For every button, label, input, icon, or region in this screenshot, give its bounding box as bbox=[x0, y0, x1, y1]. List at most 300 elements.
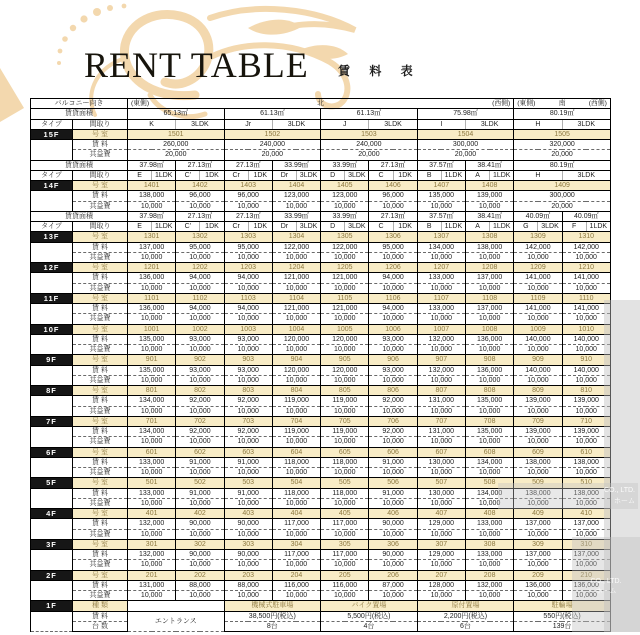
rent-cell: 138,000 bbox=[128, 191, 176, 201]
room-cell: 303 bbox=[224, 539, 272, 549]
room-cell: 505 bbox=[321, 478, 369, 488]
fee-cell: 10,000 bbox=[514, 560, 562, 570]
rent-cell: 139,000 bbox=[465, 191, 513, 201]
rent-header: 賃 料 bbox=[73, 611, 128, 621]
room-header: 号 室 bbox=[73, 263, 128, 273]
facility-price-cell: 2,200円(税込) bbox=[417, 611, 514, 621]
floor-spacer bbox=[31, 519, 73, 540]
room-cell: 204 bbox=[272, 570, 320, 580]
rent-header: 賃 料 bbox=[73, 457, 128, 467]
room-cell: 701 bbox=[128, 416, 176, 426]
fee-cell: 10,000 bbox=[176, 498, 224, 508]
room-cell: 1009 bbox=[514, 324, 562, 334]
watermark-company-2: CO., LTD. bbox=[590, 578, 622, 585]
type-letter: I bbox=[417, 119, 465, 129]
area-header: 賃貸面積 bbox=[31, 211, 128, 221]
type-layout: 1LDK bbox=[490, 222, 514, 232]
fee-cell: 10,000 bbox=[224, 345, 272, 355]
fee-cell: 10,000 bbox=[321, 468, 369, 478]
fee-cell: 10,000 bbox=[465, 468, 513, 478]
room-header: 号 室 bbox=[73, 181, 128, 191]
fee-cell: 10,000 bbox=[417, 437, 465, 447]
rent-cell: 90,000 bbox=[176, 519, 224, 529]
rent-cell: 141,000 bbox=[562, 304, 610, 314]
room-cell: 906 bbox=[369, 355, 417, 365]
fee-cell: 10,000 bbox=[514, 406, 562, 416]
area-header: 賃貸面積 bbox=[31, 160, 128, 170]
watermark-home: ホーム bbox=[614, 498, 635, 505]
area-cell: 38.41㎡ bbox=[465, 211, 513, 221]
rent-cell: 320,000 bbox=[514, 140, 611, 150]
fee-cell: 10,000 bbox=[224, 314, 272, 324]
fee-cell: 10,000 bbox=[224, 252, 272, 262]
type-letter: J bbox=[321, 119, 369, 129]
type-header: タイプ bbox=[31, 119, 73, 129]
fee-cell: 10,000 bbox=[176, 375, 224, 385]
direction-label: 南 bbox=[558, 100, 566, 108]
page-title: RENT TABLE bbox=[84, 45, 309, 85]
east-label: (東側) bbox=[517, 100, 536, 108]
fee-header: 共益費 bbox=[73, 468, 128, 478]
rent-cell: 120,000 bbox=[272, 334, 320, 344]
fee-cell: 10,000 bbox=[514, 345, 562, 355]
watermark-home-2: ホーム bbox=[595, 588, 617, 595]
floor-spacer bbox=[31, 550, 73, 571]
rent-cell: 133,000 bbox=[465, 519, 513, 529]
room-cell: 1501 bbox=[128, 129, 225, 139]
floor-label: 10F bbox=[31, 324, 73, 334]
room-cell: 1203 bbox=[224, 263, 272, 273]
floor-spacer bbox=[31, 580, 73, 601]
fee-cell: 10,000 bbox=[417, 345, 465, 355]
rent-cell: 137,000 bbox=[514, 519, 562, 529]
rent-cell: 123,000 bbox=[321, 191, 369, 201]
room-cell: 604 bbox=[272, 447, 320, 457]
floor-spacer bbox=[31, 611, 73, 632]
rent-cell: 95,000 bbox=[176, 242, 224, 252]
facility-kind-cell: バイク置場 bbox=[321, 601, 418, 611]
rent-cell: 93,000 bbox=[369, 365, 417, 375]
room-cell: 801 bbox=[128, 386, 176, 396]
room-header: 号 室 bbox=[73, 416, 128, 426]
room-cell: 706 bbox=[369, 416, 417, 426]
room-cell: 503 bbox=[224, 478, 272, 488]
room-cell: 909 bbox=[514, 355, 562, 365]
type-layout: 1LDK bbox=[152, 170, 176, 180]
fee-cell: 10,000 bbox=[128, 345, 176, 355]
fee-cell: 10,000 bbox=[176, 591, 224, 601]
rent-cell: 137,000 bbox=[465, 304, 513, 314]
floor-label: 8F bbox=[31, 386, 73, 396]
type-layout: 3LDK bbox=[538, 222, 562, 232]
fee-cell: 10,000 bbox=[128, 529, 176, 539]
fee-cell: 10,000 bbox=[321, 314, 369, 324]
room-cell: 301 bbox=[128, 539, 176, 549]
rent-cell: 132,000 bbox=[128, 550, 176, 560]
room-cell: 510 bbox=[562, 478, 610, 488]
rent-cell: 120,000 bbox=[321, 365, 369, 375]
rent-cell: 87,000 bbox=[369, 580, 417, 590]
rent-cell: 95,000 bbox=[224, 242, 272, 252]
type-layout: 1DK bbox=[200, 170, 224, 180]
rent-cell: 138,000 bbox=[514, 488, 562, 498]
room-cell: 1303 bbox=[224, 232, 272, 242]
fee-cell: 10,000 bbox=[562, 468, 610, 478]
rent-cell: 134,000 bbox=[417, 242, 465, 252]
facility-kind-cell: 原付置場 bbox=[417, 601, 514, 611]
fee-cell: 10,000 bbox=[224, 468, 272, 478]
type-layout: 1DK bbox=[248, 222, 272, 232]
room-cell: 1403 bbox=[224, 181, 272, 191]
type-letter: Dr bbox=[272, 222, 296, 232]
room-cell: 910 bbox=[562, 355, 610, 365]
fee-cell: 10,000 bbox=[272, 529, 320, 539]
room-cell: 1202 bbox=[176, 263, 224, 273]
room-cell: 307 bbox=[417, 539, 465, 549]
type-letter: C' bbox=[176, 170, 200, 180]
facility-count-cell: 8台 bbox=[224, 621, 321, 631]
fee-cell: 10,000 bbox=[321, 252, 369, 262]
room-cell: 805 bbox=[321, 386, 369, 396]
balcony-north-cell bbox=[128, 99, 514, 109]
rent-cell: 93,000 bbox=[369, 334, 417, 344]
room-cell: 703 bbox=[224, 416, 272, 426]
room-cell: 1505 bbox=[514, 129, 611, 139]
room-cell: 605 bbox=[321, 447, 369, 457]
fee-header: 共益費 bbox=[73, 529, 128, 539]
room-cell: 309 bbox=[514, 539, 562, 549]
room-cell: 407 bbox=[417, 509, 465, 519]
rent-cell: 136,000 bbox=[465, 365, 513, 375]
room-cell: 1310 bbox=[562, 232, 610, 242]
type-layout: 3LDK bbox=[296, 222, 320, 232]
fee-header: 共益費 bbox=[73, 345, 128, 355]
fee-cell: 10,000 bbox=[321, 201, 369, 211]
fee-cell: 10,000 bbox=[514, 314, 562, 324]
room-cell: 1003 bbox=[224, 324, 272, 334]
rent-cell: 133,000 bbox=[465, 550, 513, 560]
fee-cell: 10,000 bbox=[272, 252, 320, 262]
fee-cell: 10,000 bbox=[224, 283, 272, 293]
fee-cell: 10,000 bbox=[369, 283, 417, 293]
rent-cell: 137,000 bbox=[128, 242, 176, 252]
area-cell: 61.13㎡ bbox=[321, 109, 418, 119]
floor-label: 2F bbox=[31, 570, 73, 580]
type-layout: 3LDK bbox=[465, 119, 513, 129]
fee-cell: 10,000 bbox=[128, 591, 176, 601]
rent-cell: 141,000 bbox=[514, 304, 562, 314]
rent-cell: 93,000 bbox=[224, 365, 272, 375]
room-cell: 1110 bbox=[562, 293, 610, 303]
rent-cell: 121,000 bbox=[321, 273, 369, 283]
fee-cell: 10,000 bbox=[465, 252, 513, 262]
fee-cell: 10,000 bbox=[369, 345, 417, 355]
rent-cell: 91,000 bbox=[224, 457, 272, 467]
fee-cell: 10,000 bbox=[176, 345, 224, 355]
fee-header: 共益費 bbox=[73, 406, 128, 416]
fee-cell: 10,000 bbox=[562, 283, 610, 293]
room-cell: 205 bbox=[321, 570, 369, 580]
fee-cell: 10,000 bbox=[417, 375, 465, 385]
type-layout: 1LDK bbox=[586, 222, 610, 232]
rent-cell: 91,000 bbox=[369, 488, 417, 498]
floor-label: 14F bbox=[31, 181, 73, 191]
rent-header: 賃 料 bbox=[73, 519, 128, 529]
fee-cell: 10,000 bbox=[417, 591, 465, 601]
room-header: 号 室 bbox=[73, 539, 128, 549]
rent-cell: 117,000 bbox=[272, 519, 320, 529]
area-cell: 33.99㎡ bbox=[272, 160, 320, 170]
fee-cell: 10,000 bbox=[465, 560, 513, 570]
room-cell: 506 bbox=[369, 478, 417, 488]
area-header: 賃貸面積 bbox=[31, 109, 128, 119]
rent-cell: 92,000 bbox=[176, 427, 224, 437]
room-cell: 502 bbox=[176, 478, 224, 488]
area-cell: 27.13㎡ bbox=[224, 211, 272, 221]
fee-cell: 10,000 bbox=[514, 529, 562, 539]
floor-spacer bbox=[31, 488, 73, 509]
rent-header: 賃 料 bbox=[73, 396, 128, 406]
room-cell: 207 bbox=[417, 570, 465, 580]
area-cell: 33.99㎡ bbox=[272, 211, 320, 221]
fee-header: 共益費 bbox=[73, 498, 128, 508]
fee-cell: 10,000 bbox=[369, 375, 417, 385]
room-cell: 508 bbox=[465, 478, 513, 488]
type-layout: 3LDK bbox=[345, 222, 369, 232]
type-letter: C bbox=[369, 170, 393, 180]
balcony-header: バルコニー向き bbox=[31, 99, 128, 109]
fee-cell: 10,000 bbox=[128, 498, 176, 508]
type-layout: 3LDK bbox=[272, 119, 320, 129]
type-letter: H bbox=[514, 170, 562, 180]
room-cell: 509 bbox=[514, 478, 562, 488]
rent-cell: 300,000 bbox=[514, 191, 611, 201]
rent-cell: 140,000 bbox=[514, 365, 562, 375]
rent-cell: 94,000 bbox=[369, 304, 417, 314]
watermark-company-text bbox=[498, 483, 638, 509]
fee-cell: 10,000 bbox=[562, 406, 610, 416]
room-cell: 1304 bbox=[272, 232, 320, 242]
fee-cell: 10,000 bbox=[176, 252, 224, 262]
type-header: タイプ bbox=[31, 170, 73, 180]
rent-cell: 118,000 bbox=[321, 488, 369, 498]
room-cell: 607 bbox=[417, 447, 465, 457]
rent-cell: 120,000 bbox=[272, 365, 320, 375]
madori-header: 間取り bbox=[73, 119, 128, 129]
room-cell: 1210 bbox=[562, 263, 610, 273]
rent-cell: 119,000 bbox=[321, 396, 369, 406]
room-cell: 603 bbox=[224, 447, 272, 457]
room-cell: 601 bbox=[128, 447, 176, 457]
rent-cell: 116,000 bbox=[321, 580, 369, 590]
fee-header: 共益費 bbox=[73, 252, 128, 262]
fee-cell: 10,000 bbox=[465, 201, 513, 211]
rent-header: 賃 料 bbox=[73, 550, 128, 560]
area-cell: 33.99㎡ bbox=[321, 211, 369, 221]
area-cell: 65.13㎡ bbox=[128, 109, 225, 119]
room-header: 号 室 bbox=[73, 509, 128, 519]
facility-count-cell: 139台 bbox=[514, 621, 611, 631]
fee-cell: 10,000 bbox=[176, 283, 224, 293]
rent-cell: 94,000 bbox=[369, 273, 417, 283]
fee-cell: 10,000 bbox=[465, 591, 513, 601]
type-layout: 1LDK bbox=[441, 222, 465, 232]
rent-cell: 240,000 bbox=[321, 140, 418, 150]
room-header: 号 室 bbox=[73, 570, 128, 580]
rent-cell: 120,000 bbox=[321, 334, 369, 344]
room-cell: 705 bbox=[321, 416, 369, 426]
area-cell: 33.99㎡ bbox=[321, 160, 369, 170]
fee-cell: 10,000 bbox=[562, 591, 610, 601]
rent-cell: 136,000 bbox=[128, 273, 176, 283]
fee-header: 共益費 bbox=[73, 375, 128, 385]
rent-cell: 133,000 bbox=[417, 304, 465, 314]
type-letter: G bbox=[514, 222, 538, 232]
room-cell: 1103 bbox=[224, 293, 272, 303]
rent-cell: 134,000 bbox=[128, 427, 176, 437]
type-letter: C' bbox=[176, 222, 200, 232]
area-cell: 80.19㎡ bbox=[514, 109, 611, 119]
room-cell: 405 bbox=[321, 509, 369, 519]
fee-cell: 10,000 bbox=[128, 375, 176, 385]
rent-cell: 119,000 bbox=[321, 427, 369, 437]
fee-cell: 20,000 bbox=[417, 150, 514, 160]
rent-cell: 90,000 bbox=[369, 550, 417, 560]
floor-label: 12F bbox=[31, 263, 73, 273]
room-cell: 908 bbox=[465, 355, 513, 365]
room-cell: 1007 bbox=[417, 324, 465, 334]
room-cell: 1406 bbox=[369, 181, 417, 191]
room-cell: 1005 bbox=[321, 324, 369, 334]
rent-header: 賃 料 bbox=[73, 304, 128, 314]
rent-cell: 93,000 bbox=[176, 365, 224, 375]
room-cell: 710 bbox=[562, 416, 610, 426]
floor-label: 9F bbox=[31, 355, 73, 365]
type-layout: 1DK bbox=[393, 222, 417, 232]
type-letter: E bbox=[128, 170, 152, 180]
floor-spacer bbox=[31, 457, 73, 478]
area-cell: 37.57㎡ bbox=[417, 160, 465, 170]
fee-cell: 10,000 bbox=[128, 252, 176, 262]
facility-price-cell: 38,500円(税込) bbox=[224, 611, 321, 621]
rent-cell: 138,000 bbox=[562, 457, 610, 467]
fee-cell: 20,000 bbox=[514, 201, 611, 211]
area-cell: 80.19㎡ bbox=[514, 160, 611, 170]
fee-cell: 10,000 bbox=[272, 375, 320, 385]
room-cell: 610 bbox=[562, 447, 610, 457]
rent-cell: 135,000 bbox=[465, 396, 513, 406]
type-layout: 3LDK bbox=[176, 119, 224, 129]
facility-count-cell: 6台 bbox=[417, 621, 514, 631]
room-cell: 1306 bbox=[369, 232, 417, 242]
fee-header: 共益費 bbox=[73, 150, 128, 160]
room-cell: 1205 bbox=[321, 263, 369, 273]
type-letter: A bbox=[465, 222, 489, 232]
area-cell: 61.13㎡ bbox=[224, 109, 321, 119]
room-cell: 902 bbox=[176, 355, 224, 365]
rent-cell: 94,000 bbox=[176, 304, 224, 314]
type-layout: 3LDK bbox=[562, 119, 610, 129]
fee-cell: 10,000 bbox=[417, 314, 465, 324]
fee-cell: 10,000 bbox=[369, 560, 417, 570]
fee-cell: 10,000 bbox=[369, 529, 417, 539]
rent-cell: 91,000 bbox=[176, 457, 224, 467]
fee-cell: 10,000 bbox=[562, 560, 610, 570]
rent-cell: 136,000 bbox=[514, 580, 562, 590]
type-letter: H bbox=[514, 119, 562, 129]
rent-cell: 119,000 bbox=[272, 427, 320, 437]
room-cell: 310 bbox=[562, 539, 610, 549]
rent-cell: 94,000 bbox=[224, 304, 272, 314]
type-layout: 1LDK bbox=[490, 170, 514, 180]
room-cell: 802 bbox=[176, 386, 224, 396]
floor-label: 6F bbox=[31, 447, 73, 457]
floor-spacer bbox=[31, 242, 73, 263]
room-cell: 401 bbox=[128, 509, 176, 519]
rent-cell: 133,000 bbox=[417, 273, 465, 283]
area-cell: 75.98㎡ bbox=[417, 109, 514, 119]
room-cell: 907 bbox=[417, 355, 465, 365]
rent-header: 賃 料 bbox=[73, 427, 128, 437]
rent-cell: 121,000 bbox=[272, 304, 320, 314]
room-cell: 810 bbox=[562, 386, 610, 396]
rent-cell: 118,000 bbox=[321, 457, 369, 467]
rent-cell: 92,000 bbox=[176, 396, 224, 406]
room-cell: 209 bbox=[514, 570, 562, 580]
fee-cell: 10,000 bbox=[321, 406, 369, 416]
entrance-spacer bbox=[128, 601, 225, 611]
fee-cell: 10,000 bbox=[562, 252, 610, 262]
fee-cell: 10,000 bbox=[128, 437, 176, 447]
rent-cell: 90,000 bbox=[224, 519, 272, 529]
fee-cell: 10,000 bbox=[369, 314, 417, 324]
fee-cell: 20,000 bbox=[224, 150, 321, 160]
facility-kind-cell: 駐輪場 bbox=[514, 601, 611, 611]
room-cell: 903 bbox=[224, 355, 272, 365]
fee-cell: 10,000 bbox=[369, 201, 417, 211]
fee-cell: 10,000 bbox=[321, 375, 369, 385]
fee-cell: 10,000 bbox=[321, 529, 369, 539]
fee-cell: 10,000 bbox=[176, 406, 224, 416]
room-cell: 803 bbox=[224, 386, 272, 396]
type-layout: 3LDK bbox=[345, 170, 369, 180]
rent-cell: 122,000 bbox=[321, 242, 369, 252]
rent-cell: 94,000 bbox=[176, 273, 224, 283]
room-cell: 1101 bbox=[128, 293, 176, 303]
facility-price-cell: 5,500円(税込) bbox=[321, 611, 418, 621]
room-cell: 504 bbox=[272, 478, 320, 488]
rent-cell: 90,000 bbox=[176, 550, 224, 560]
fee-cell: 10,000 bbox=[465, 406, 513, 416]
rent-cell: 260,000 bbox=[128, 140, 225, 150]
fee-cell: 10,000 bbox=[417, 468, 465, 478]
room-cell: 1109 bbox=[514, 293, 562, 303]
type-layout: 3LDK bbox=[369, 119, 417, 129]
fee-cell: 10,000 bbox=[369, 437, 417, 447]
room-cell: 306 bbox=[369, 539, 417, 549]
fee-cell: 10,000 bbox=[417, 406, 465, 416]
rent-cell: 137,000 bbox=[465, 273, 513, 283]
floor-spacer bbox=[31, 304, 73, 325]
rent-cell: 240,000 bbox=[224, 140, 321, 150]
fee-cell: 10,000 bbox=[224, 375, 272, 385]
fee-cell: 10,000 bbox=[272, 560, 320, 570]
rent-header: 賃 料 bbox=[73, 273, 128, 283]
fee-cell: 10,000 bbox=[465, 498, 513, 508]
room-cell: 806 bbox=[369, 386, 417, 396]
type-layout: 1LDK bbox=[152, 222, 176, 232]
type-letter: D bbox=[321, 222, 345, 232]
